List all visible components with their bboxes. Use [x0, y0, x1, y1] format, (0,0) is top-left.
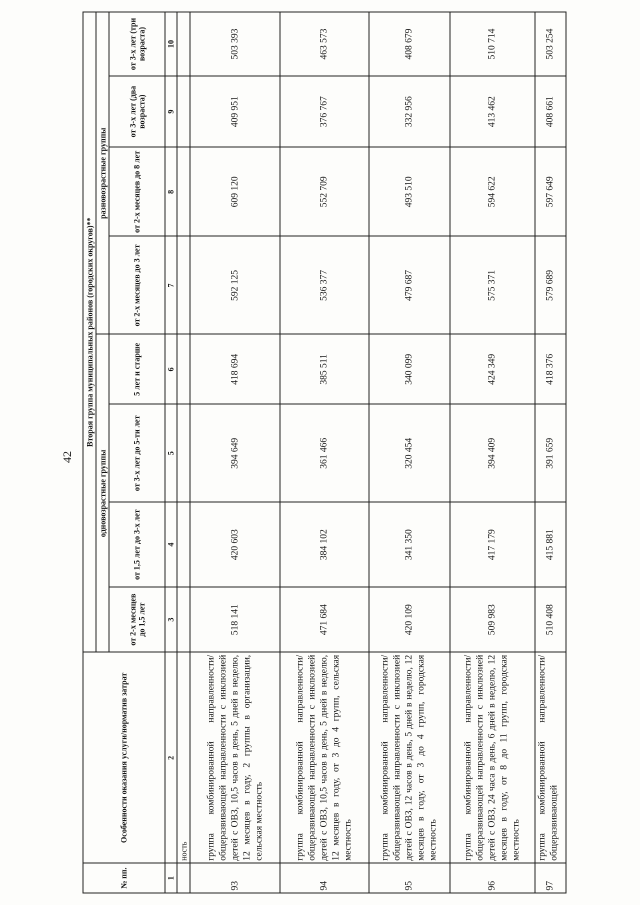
col-number: 4 [165, 502, 177, 587]
cell-value: 575 371 [450, 236, 535, 334]
cell-value: 385 511 [280, 334, 369, 404]
row-number: 94 [280, 863, 369, 893]
cell-value: 376 767 [280, 76, 369, 147]
cell-value: 510 408 [535, 587, 566, 652]
cell-value: 503 254 [535, 12, 566, 76]
cell-value: 493 510 [369, 147, 450, 236]
cell-value: 384 102 [280, 502, 369, 587]
cell-value: 408 679 [369, 12, 450, 76]
cell-value: 552 709 [280, 147, 369, 236]
row-number: 93 [190, 863, 280, 893]
col-number: 3 [165, 587, 177, 652]
header-group: Вторая группа муниципальных районов (городских округов)** [83, 12, 96, 652]
cell-value: 471 684 [280, 587, 369, 652]
cell-value: 594 622 [450, 147, 535, 236]
cell-value: 361 466 [280, 404, 369, 502]
header-single-age: одновозрастные группы [96, 334, 109, 652]
cell-value: 420 603 [190, 502, 280, 587]
header-col-3: от 2-х месяцев до 1,5 лет [109, 587, 165, 652]
header-service: Особенности оказания услуги/норматив затрат [83, 652, 165, 863]
cell-value: 609 120 [190, 147, 280, 236]
cell-value: 579 689 [535, 236, 566, 334]
row-description: группа комбинированной направленности/общеразвивающей направленности с инклюзией детей с ОВЗ, 12 часов в день, 5 дней в неделю, 12 месяцев в году, от 3 до 4 групп, городская местность [369, 652, 450, 863]
rotated-table-container [83, 12, 558, 894]
cell-value: 320 454 [369, 404, 450, 502]
header-col-8: от 2-х месяцев до 8 лет [109, 147, 165, 236]
header-num: № пп. [83, 863, 165, 893]
cell-value: 394 409 [450, 404, 535, 502]
row-description: группа комбинированной направленности/ общеразвивающей направленности с инклюзией детей с ОВЗ, 24 часа в день, 6 дней в неделю, 12 месяцев в году, от 8 до 11 групп, городская местность [450, 652, 535, 863]
col-number: 8 [165, 147, 177, 236]
cell-value: 536 377 [280, 236, 369, 334]
cell-value: 413 462 [450, 76, 535, 147]
continuation-text: ность [177, 652, 190, 863]
cell-value: 503 393 [190, 12, 280, 76]
col-number: 5 [165, 404, 177, 502]
col-number: 6 [165, 334, 177, 404]
cell-value: 424 349 [450, 334, 535, 404]
cell-value: 592 125 [190, 236, 280, 334]
cell-value: 420 109 [369, 587, 450, 652]
cell-value: 418 376 [535, 334, 566, 404]
table-row [369, 12, 450, 893]
cell-value: 479 687 [369, 236, 450, 334]
cell-value: 340 099 [369, 334, 450, 404]
cost-norms-table [83, 12, 567, 894]
table-row [450, 12, 535, 893]
col-number: 2 [165, 652, 177, 863]
cell-value: 394 649 [190, 404, 280, 502]
cell-value: 509 983 [450, 587, 535, 652]
header-col-4: от 1,5 лет до 3-х лет [109, 502, 165, 587]
row-description: группа комбинированной направленности/ общеразвивающей направленности с инклюзией детей с ОВЗ, 10,5 часов в день, 5 дней в неделю, 12 месяцев в году, от 3 до 4 групп, сельская местность [280, 652, 369, 863]
table-row [280, 12, 369, 893]
table-row [535, 12, 566, 893]
header-col-10: от 3-х лет (три возраста) [109, 12, 165, 76]
cell-value: 463 573 [280, 12, 369, 76]
cell-value: 510 714 [450, 12, 535, 76]
cell-value: 417 179 [450, 502, 535, 587]
row-number: 96 [450, 863, 535, 893]
header-col-6: 5 лет и старше [109, 334, 165, 404]
col-number: 9 [165, 76, 177, 147]
header-col-9: от 3-х лет (два возраста) [109, 76, 165, 147]
page-number: 42 [60, 451, 74, 463]
cell-value: 391 659 [535, 404, 566, 502]
cell-value: 408 661 [535, 76, 566, 147]
cell-value: 409 951 [190, 76, 280, 147]
row-description: группа комбинированной направленности/ общеразвивающей [535, 652, 566, 863]
cell-value: 597 649 [535, 147, 566, 236]
cell-value: 332 956 [369, 76, 450, 147]
table-row [190, 12, 280, 893]
col-number: 1 [165, 863, 177, 893]
header-col-5: от 3-х лет до 5-ти лет [109, 404, 165, 502]
cell-value: 418 694 [190, 334, 280, 404]
continuation-row [177, 12, 190, 893]
row-number: 97 [535, 863, 566, 893]
row-number: 95 [369, 863, 450, 893]
header-mixed-age: разновозрастные группы [96, 12, 109, 334]
cell-value: 518 141 [190, 587, 280, 652]
row-description: группа комбинированной направленности/ общеразвивающей направленности с инклюзией детей с ОВЗ, 10,5 часов в день, 5 дней в неделю, 12 месяцев в году, 2 группы в организации, сельская местность [190, 652, 280, 863]
cell-value: 415 881 [535, 502, 566, 587]
col-number: 7 [165, 236, 177, 334]
cell-value: 341 350 [369, 502, 450, 587]
col-number: 10 [165, 12, 177, 76]
header-col-7: от 2-х месяцев до 3 лет [109, 236, 165, 334]
